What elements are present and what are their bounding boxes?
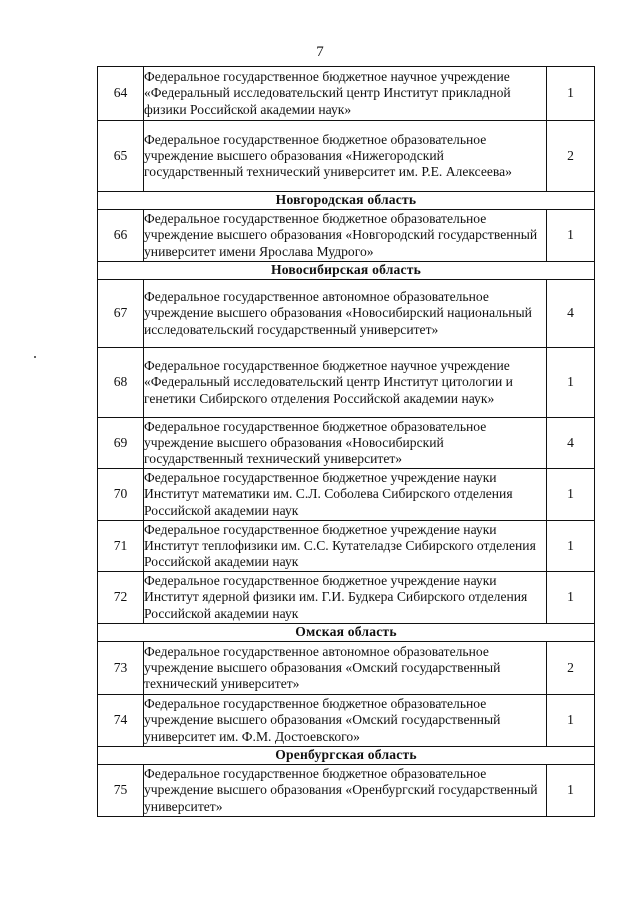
quantity: 1 <box>547 67 595 121</box>
page-number: 7 <box>316 44 324 60</box>
row-number: 67 <box>98 280 144 348</box>
institution-name: Федеральное государственное бюджетное научное учреждение «Федеральный исследовательский центр Институт цитологии и генетики Сибирского отделения Российской академии наук» <box>144 348 547 418</box>
quantity: 2 <box>547 121 595 192</box>
row-number: 70 <box>98 469 144 521</box>
quantity: 1 <box>547 469 595 521</box>
institution-name: Федеральное государственное бюджетное образовательное учреждение высшего образования «Оренбургский государственный университет» <box>144 765 547 817</box>
region-name: Новосибирская область <box>98 262 595 280</box>
table-row <box>98 121 595 192</box>
region-header-row <box>98 262 595 280</box>
quantity: 1 <box>547 348 595 418</box>
institution-name: Федеральное государственное бюджетное образовательное учреждение высшего образования «Нижегородский государственный технический университет им. Р.Е. Алексеева» <box>144 121 547 192</box>
quantity: 4 <box>547 418 595 469</box>
region-name: Новгородская область <box>98 192 595 210</box>
table-row <box>98 280 595 348</box>
table-row <box>98 521 595 572</box>
institution-name: Федеральное государственное автономное образовательное учреждение высшего образования «Омский государственный технический университет» <box>144 642 547 695</box>
quantity: 1 <box>547 695 595 747</box>
quantity: 1 <box>547 210 595 262</box>
table-row <box>98 210 595 262</box>
institution-name: Федеральное государственное бюджетное учреждение науки Институт ядерной физики им. Г.И. Будкера Сибирского отделения Российской академии наук <box>144 572 547 624</box>
quantity: 2 <box>547 642 595 695</box>
row-number: 72 <box>98 572 144 624</box>
institution-name: Федеральное государственное бюджетное образовательное учреждение высшего образования «Новгородский государственный университет имени Ярослава Мудрого» <box>144 210 547 262</box>
region-name: Омская область <box>98 624 595 642</box>
institution-name: Федеральное государственное автономное образовательное учреждение высшего образования «Новосибирский национальный исследовательский государственный университет» <box>144 280 547 348</box>
institution-name: Федеральное государственное бюджетное учреждение науки Институт теплофизики им. С.С. Кутателадзе Сибирского отделения Российской академии наук <box>144 521 547 572</box>
row-number: 65 <box>98 121 144 192</box>
table-row <box>98 469 595 521</box>
row-number: 75 <box>98 765 144 817</box>
institution-name: Федеральное государственное бюджетное научное учреждение «Федеральный исследовательский центр Институт прикладной физики Российской академии наук» <box>144 67 547 121</box>
row-number: 66 <box>98 210 144 262</box>
quantity: 1 <box>547 572 595 624</box>
table-row <box>98 765 595 817</box>
row-number: 64 <box>98 67 144 121</box>
table-row <box>98 695 595 747</box>
row-number: 74 <box>98 695 144 747</box>
row-number: 69 <box>98 418 144 469</box>
institutions-table <box>97 66 595 817</box>
region-name: Оренбургская область <box>98 747 595 765</box>
institution-name: Федеральное государственное бюджетное учреждение науки Институт математики им. С.Л. Соболева Сибирского отделения Российской академии наук <box>144 469 547 521</box>
quantity: 1 <box>547 521 595 572</box>
table-row <box>98 642 595 695</box>
region-header-row <box>98 747 595 765</box>
region-header-row <box>98 624 595 642</box>
table-row <box>98 418 595 469</box>
institution-name: Федеральное государственное бюджетное образовательное учреждение высшего образования «Новосибирский государственный технический университет» <box>144 418 547 469</box>
row-number: 73 <box>98 642 144 695</box>
quantity: 4 <box>547 280 595 348</box>
row-number: 71 <box>98 521 144 572</box>
table-row <box>98 572 595 624</box>
table-row <box>98 67 595 121</box>
institution-name: Федеральное государственное бюджетное образовательное учреждение высшего образования «Омский государственный университет им. Ф.М. Достоевского» <box>144 695 547 747</box>
scan-speck <box>34 356 36 358</box>
row-number: 68 <box>98 348 144 418</box>
region-header-row <box>98 192 595 210</box>
table-row <box>98 348 595 418</box>
quantity: 1 <box>547 765 595 817</box>
